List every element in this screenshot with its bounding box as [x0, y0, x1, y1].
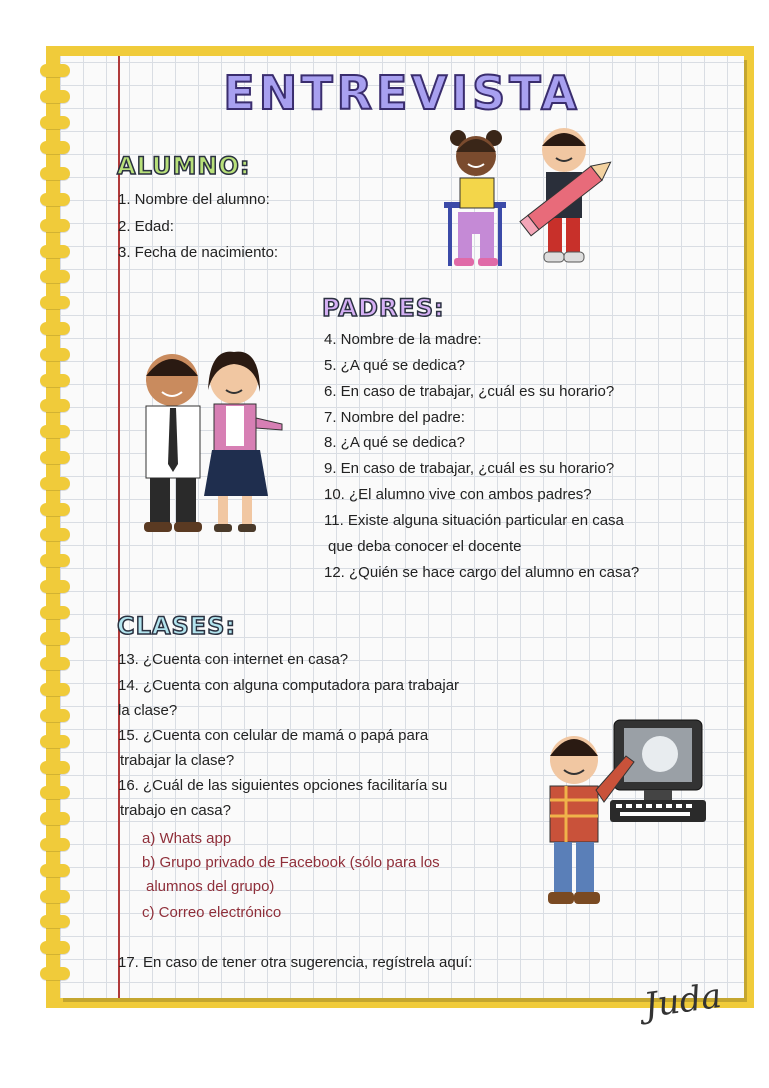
- option-b: b) Grupo privado de Facebook (sólo para los: [142, 854, 440, 871]
- spiral-ring: [40, 503, 70, 516]
- spiral-ring: [40, 967, 70, 980]
- spiral-ring: [40, 554, 70, 567]
- spiral-ring: [40, 812, 70, 825]
- section-alumno-heading: ALUMNO:: [117, 152, 251, 180]
- question-16-continued: trabajo en casa?: [120, 802, 231, 819]
- question-9: 9. En caso de trabajar, ¿cuál es su horario?: [324, 460, 615, 477]
- spiral-ring: [40, 193, 70, 206]
- grid-paper: [60, 56, 744, 1027]
- question-4: 4. Nombre de la madre:: [324, 331, 482, 348]
- notebook-frame: [46, 46, 754, 1027]
- question-10: 10. ¿El alumno vive con ambos padres?: [324, 486, 592, 503]
- spiral-ring: [40, 322, 70, 335]
- question-15-continued: trabajar la clase?: [120, 752, 235, 769]
- section-clases-heading: CLASES:: [117, 612, 237, 640]
- option-a: a) Whats app: [142, 830, 232, 847]
- spiral-ring: [40, 786, 70, 799]
- spiral-ring: [40, 657, 70, 670]
- question-8: 8. ¿A qué se dedica?: [324, 434, 465, 451]
- question-7: 7. Nombre del padre:: [324, 409, 465, 426]
- question-17: 17. En caso de tener otra sugerencia, regístrela aquí:: [118, 954, 473, 971]
- question-5: 5. ¿A qué se dedica?: [324, 357, 465, 374]
- question-16: 16. ¿Cuál de las siguientes opciones facilitaría su: [118, 777, 448, 794]
- spiral-ring: [40, 451, 70, 464]
- question-2: 2. Edad:: [118, 218, 174, 235]
- spiral-ring: [40, 606, 70, 619]
- spiral-ring: [40, 270, 70, 283]
- spiral-ring: [40, 219, 70, 232]
- question-1: 1. Nombre del alumno:: [118, 191, 270, 208]
- page-title: ENTREVISTA: [223, 66, 581, 120]
- students-illustration: [438, 122, 614, 274]
- spiral-ring: [40, 580, 70, 593]
- spiral-ring: [40, 941, 70, 954]
- question-6: 6. En caso de trabajar, ¿cuál es su horario?: [324, 383, 615, 400]
- question-15: 15. ¿Cuenta con celular de mamá o papá para: [118, 727, 429, 744]
- computer-boy-illustration: [530, 716, 710, 916]
- spiral-ring: [40, 915, 70, 928]
- option-b-continued: alumnos del grupo): [146, 878, 275, 895]
- question-14: 14. ¿Cuenta con alguna computadora para trabajar: [118, 677, 460, 694]
- spiral-ring: [40, 709, 70, 722]
- spiral-ring: [40, 683, 70, 696]
- option-c: c) Correo electrónico: [142, 904, 282, 921]
- spiral-ring: [40, 296, 70, 309]
- section-padres-heading: PADRES:: [322, 294, 445, 322]
- question-11-continued: que deba conocer el docente: [328, 538, 522, 555]
- spiral-ring: [40, 632, 70, 645]
- spiral-ring: [40, 348, 70, 361]
- spiral-ring: [40, 838, 70, 851]
- spiral-ring: [40, 477, 70, 490]
- spiral-ring: [40, 864, 70, 877]
- spiral-ring: [40, 761, 70, 774]
- spiral-ring: [40, 167, 70, 180]
- author-signature: Juda: [641, 975, 724, 1027]
- question-11: 11. Existe alguna situación particular en casa: [324, 512, 624, 529]
- spiral-ring: [40, 735, 70, 748]
- spiral-ring: [40, 425, 70, 438]
- question-14-continued: la clase?: [118, 702, 178, 719]
- spiral-ring: [40, 245, 70, 258]
- spiral-ring: [40, 374, 70, 387]
- parents-illustration: [130, 346, 290, 546]
- spiral-ring: [40, 890, 70, 903]
- spiral-ring: [40, 528, 70, 541]
- question-12: 12. ¿Quién se hace cargo del alumno en casa?: [324, 564, 640, 581]
- question-13: 13. ¿Cuenta con internet en casa?: [118, 651, 349, 668]
- question-3: 3. Fecha de nacimiento:: [118, 244, 279, 261]
- spiral-ring: [40, 399, 70, 412]
- spiral-ring: [40, 141, 70, 154]
